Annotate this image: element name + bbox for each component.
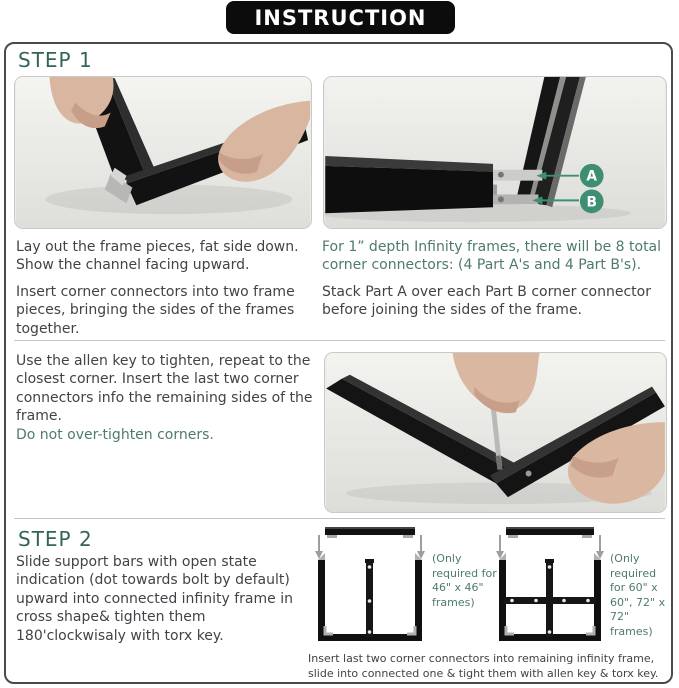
down-arrow-icon	[596, 535, 604, 559]
diagram2-caption: (Only required for 60" x 60", 72" x 72" frames)	[610, 552, 666, 638]
diagram-frame-cross-support	[492, 524, 608, 648]
diagram1-caption: (Only required for 46" x 46" frames)	[432, 552, 497, 609]
step1-left-text	[16, 238, 322, 346]
part-b-label: B	[586, 194, 597, 211]
down-arrow-icon	[315, 535, 323, 559]
instruction-banner	[226, 1, 455, 34]
support-bar-vertical	[365, 559, 374, 637]
top-frame-bar	[325, 527, 415, 538]
step1-infinity-note: For 1” depth Infinity frames, there will be 8 total corner connectors: (4 Part A's and 4 Part B's).	[322, 239, 662, 274]
step1-paragraph-1: Lay out the frame pieces, fat side down. Show the channel facing upward.	[16, 239, 299, 274]
step1-right-text	[322, 238, 672, 328]
tighten-paragraph: Use the allen key to tighten, repeat to the closest corner. Insert the last two corner connectors info the remaining sides of the frame.	[16, 353, 313, 425]
photo-allen-key-tightening-art	[325, 353, 666, 512]
diagram-frame-single-support-art	[310, 524, 430, 648]
step2-paragraph: Slide support bars with open state indication (dot towards bolt by default) upward into connected infinity frame in cross shape& tighten them 180'clockwisaly with torx key.	[16, 554, 293, 644]
photo-frame-corner-assembly-art	[15, 77, 311, 228]
step2-footnote	[308, 652, 658, 682]
frame-rail-front	[325, 156, 493, 213]
down-arrow-icon	[417, 535, 425, 559]
banner-title: INSTRUCTION	[254, 5, 427, 30]
step1-stack-note: Stack Part A over each Part B corner connector before joining the sides of the frame.	[322, 283, 651, 319]
step2-heading: STEP 2	[18, 527, 93, 551]
photo-corner-connector-closeup	[323, 76, 667, 229]
photo-corner-connector-closeup-art	[324, 77, 666, 228]
support-bar-horizontal	[504, 597, 596, 604]
section-divider-1	[14, 340, 665, 341]
diagram-frame-cross-support-art	[492, 524, 608, 648]
footnote-line-1: Insert last two corner connectors into remaining infinity frame,	[308, 652, 655, 665]
connector-part-a	[493, 170, 542, 181]
part-a-label: A	[586, 168, 598, 185]
corner-screw	[526, 471, 532, 477]
step1-heading: STEP 1	[18, 48, 93, 72]
section-divider-2	[14, 518, 665, 519]
tighten-caution: Do not over-tighten corners.	[16, 426, 214, 443]
photo-allen-key-tightening	[324, 352, 667, 513]
step2-text	[16, 553, 316, 645]
top-frame-bar	[506, 527, 594, 538]
step1-paragraph-2: Insert corner connectors into two frame pieces, bringing the sides of the frames together.	[16, 283, 295, 337]
down-arrow-icon	[496, 535, 504, 559]
tighten-text	[16, 352, 326, 444]
footnote-line-2: slide into connected one & tight them with allen key & torx key.	[308, 666, 659, 680]
diagram-frame-single-support	[310, 524, 430, 648]
photo-frame-corner-assembly	[14, 76, 312, 229]
